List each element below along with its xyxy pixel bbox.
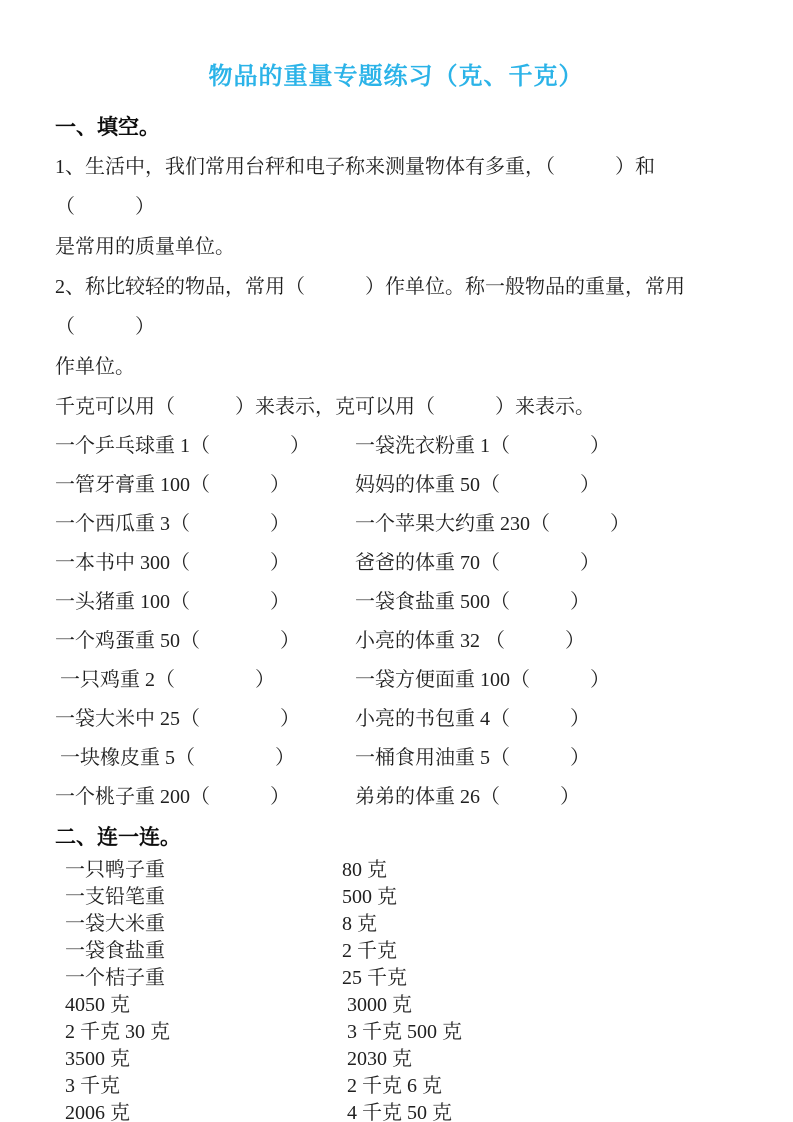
fill-row xyxy=(55,622,737,661)
fill-item-left: 一只鸡重 2（ ） xyxy=(55,669,275,691)
fill-item-right: 妈妈的体重 50（ ） xyxy=(355,474,600,496)
match-item-left: 一个桔子重 xyxy=(65,967,165,989)
question2-line1: 2、称比较轻的物品，常用（ ）作单位。称一般物品的重量，常用（ ） xyxy=(55,276,685,338)
fill-row xyxy=(55,427,737,466)
section2-heading: 二、连一连。 xyxy=(55,825,181,849)
fill-row xyxy=(55,466,737,505)
match-item-right: 25 千克 xyxy=(342,967,407,989)
match-item-left: 一袋大米重 xyxy=(65,913,165,935)
question1-line1: 1、生活中，我们常用台秤和电子称来测量物体有多重，（ ）和（ ） xyxy=(55,156,655,218)
match-item-left: 3500 克 xyxy=(65,1048,130,1070)
fill-item-left: 一本书中 300（ ） xyxy=(55,552,290,574)
match-item-left: 2006 克 xyxy=(65,1102,130,1122)
question2-line2: 作单位。 xyxy=(55,356,135,378)
fill-row xyxy=(55,700,737,739)
fill-item-right: 小亮的体重 32 （ ） xyxy=(355,630,585,652)
fill-item-left: 一个乒乓球重 1（ ） xyxy=(55,435,310,457)
match-item-right: 80 克 xyxy=(342,859,387,881)
match-item-right: 2030 克 xyxy=(342,1048,412,1070)
fill-item-right: 一袋食盐重 500（ ） xyxy=(355,591,590,613)
fill-item-right: 一桶食用油重 5（ ） xyxy=(355,747,590,769)
fill-item-right: 弟弟的体重 26（ ） xyxy=(355,786,580,808)
fill-item-left: 一袋大米中 25（ ） xyxy=(55,708,300,730)
fill-row xyxy=(55,505,737,544)
fill-item-left: 一个桃子重 200（ ） xyxy=(55,786,290,808)
match-row xyxy=(55,938,737,965)
fill-row xyxy=(55,778,737,817)
match-row xyxy=(55,857,737,884)
match-item-right: 8 克 xyxy=(342,913,377,935)
match-item-right: 2 千克 xyxy=(342,940,397,962)
match-item-left: 一袋食盐重 xyxy=(65,940,165,962)
fill-item-left: 一头猪重 100（ ） xyxy=(55,591,290,613)
matching-rows xyxy=(55,857,737,1122)
section1-heading: 一、填空。 xyxy=(55,115,160,139)
match-item-right: 500 克 xyxy=(342,886,397,908)
match-item-left: 2 千克 30 克 xyxy=(65,1021,170,1043)
fill-item-right: 爸爸的体重 70（ ） xyxy=(355,552,600,574)
question3-line: 千克可以用（ ）来表示，克可以用（ ）来表示。 xyxy=(55,396,595,418)
page-title: 物品的重量专题练习（克、千克） xyxy=(208,63,584,90)
match-row xyxy=(55,884,737,911)
fill-item-left: 一块橡皮重 5（ ） xyxy=(55,747,295,769)
match-item-right: 3000 克 xyxy=(342,994,412,1016)
fill-item-left: 一个鸡蛋重 50（ ） xyxy=(55,630,300,652)
match-item-right: 2 千克 6 克 xyxy=(342,1075,442,1097)
match-row xyxy=(55,992,737,1019)
fill-row xyxy=(55,739,737,778)
fill-item-left: 一管牙膏重 100（ ） xyxy=(55,474,290,496)
fill-item-right: 小亮的书包重 4（ ） xyxy=(355,708,590,730)
match-item-left: 3 千克 xyxy=(65,1075,120,1097)
fill-item-right: 一袋洗衣粉重 1（ ） xyxy=(355,435,610,457)
fill-in-blank-rows xyxy=(55,427,737,817)
match-row xyxy=(55,1073,737,1100)
match-item-right: 3 千克 500 克 xyxy=(342,1021,462,1043)
match-row xyxy=(55,965,737,992)
match-item-right: 4 千克 50 克 xyxy=(342,1102,452,1122)
fill-row xyxy=(55,583,737,622)
match-item-left: 一只鸭子重 xyxy=(65,859,165,881)
match-row xyxy=(55,1019,737,1046)
question1-line2: 是常用的质量单位。 xyxy=(55,236,235,258)
match-row xyxy=(55,1046,737,1073)
match-row xyxy=(55,911,737,938)
fill-row xyxy=(55,544,737,583)
fill-item-right: 一袋方便面重 100（ ） xyxy=(355,669,610,691)
fill-row xyxy=(55,661,737,700)
match-item-left: 4050 克 xyxy=(65,994,130,1016)
match-item-left: 一支铅笔重 xyxy=(65,886,165,908)
fill-item-left: 一个西瓜重 3（ ） xyxy=(55,513,290,535)
fill-item-right: 一个苹果大约重 230（ ） xyxy=(355,513,630,535)
match-row xyxy=(55,1100,737,1122)
